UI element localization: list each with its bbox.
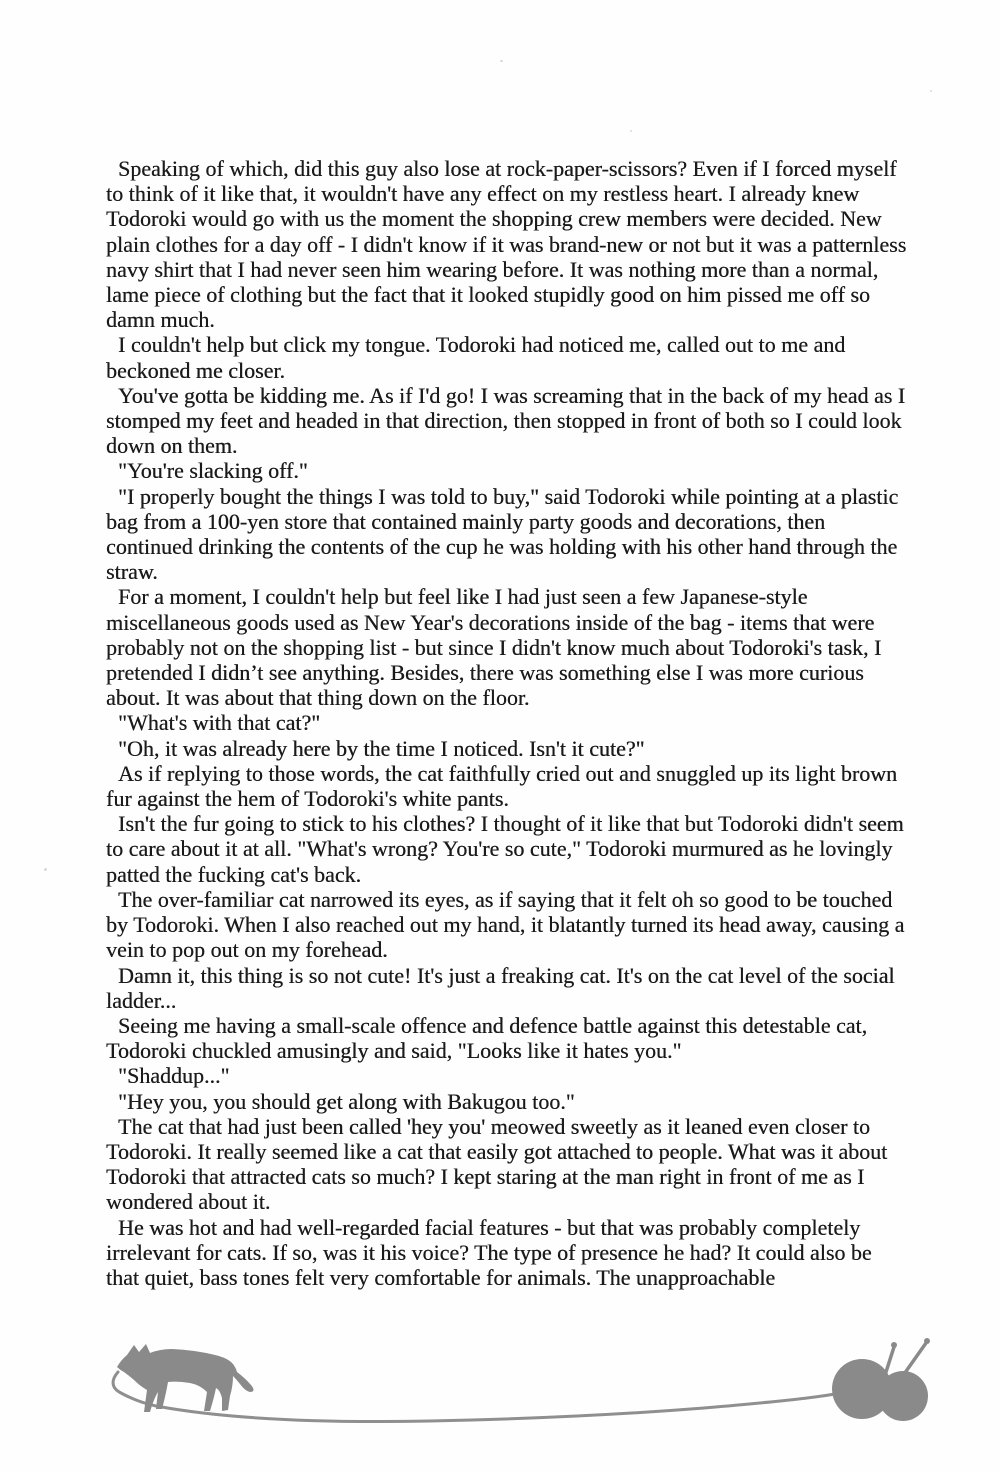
paragraph: You've gotta be kidding me. As if I'd go! I was screaming that in the back of my head as I stomped my feet and headed in that direction, then stopped in front of both so I could look down on them.	[106, 382, 906, 459]
paragraph: Isn't the fur going to stick to his clothes? I thought of it like that but Todoroki didn't seem to care about it at all. "What's wrong? You're so cute," Todoroki murmured as he lovingly patted the fucking cat's back.	[106, 811, 904, 887]
paragraph: The over-familiar cat narrowed its eyes, as if saying that it felt oh so good to be touched by Todoroki. When I also reached out my hand, it blatantly turned its head away, causing a vein to pop out on my forehead.	[106, 886, 905, 963]
paragraph: Speaking of which, did this guy also lose at rock-paper-scissors? Even if I forced myself to think of it like that, it wouldn't have any effect on my restless heart. I already knew Todoroki would go with us the moment the shopping crew members were decided. New plain clothes for a day off - I didn't know if it was brand-new or not but it was a patternless navy shirt that I had never seen him wearing before. It was nothing more than a normal, lame piece of clothing but the fact that it looked stupidly good on him pissed me off so damn much.	[106, 156, 907, 333]
cat-and-yarn-silhouette	[117, 1338, 930, 1421]
cat-yarn-divider	[0, 1330, 1000, 1471]
paragraph: "What's with that cat?"	[118, 710, 321, 736]
scan-speck	[930, 90, 932, 92]
paragraph: I couldn't help but click my tongue. Todoroki had noticed me, called out to me and beckoned me closer.	[106, 332, 846, 383]
paragraph: Seeing me having a small-scale offence and defence battle against this detestable cat, Todoroki chuckled amusingly and said, "Looks like it hates you."	[106, 1012, 868, 1064]
paragraph: The cat that had just been called 'hey you' meowed sweetly as it leaned even closer to Todoroki. It really seemed like a cat that easily got attached to people. What was it about Todoroki that attracted cats so much? I kept staring at the man right in front of me as I wondered about it.	[106, 1113, 888, 1215]
paragraph: "Shaddup..."	[118, 1063, 230, 1089]
paragraph: "Hey you, you should get along with Bakugou too."	[118, 1088, 575, 1114]
scan-speck	[44, 868, 47, 871]
paragraph: "Oh, it was already here by the time I noticed. Isn't it cute?"	[118, 735, 645, 761]
paragraph: Damn it, this thing is so not cute! It's just a freaking cat. It's on the cat level of the social ladder...	[106, 962, 895, 1013]
yarn-ball-small	[878, 1371, 928, 1421]
scan-speck	[500, 60, 503, 62]
paragraph: "You're slacking off."	[118, 458, 308, 484]
paragraph: "I properly bought the things I was told to buy," said Todoroki while pointing at a plastic bag from a 100-yen store that contained mainly party goods and decorations, then continued drinking the contents of the cup he was holding with his other hand through the straw.	[106, 483, 899, 585]
page-text-block	[106, 156, 908, 1290]
paragraph: As if replying to those words, the cat faithfully cried out and snuggled up its light brown fur against the hem of Todoroki's white pants.	[106, 760, 898, 812]
paragraph: For a moment, I couldn't help but feel like I had just seen a few Japanese-style miscellaneous goods used as New Year's decorations inside of the bag - items that were probably not on the shopping list - but since I didn't know much about Todoroki's task, I pretended I didn’t see anything. Besides, there was something else I was more curious about. It was about that thing down on the floor.	[106, 584, 882, 711]
scan-speck	[630, 130, 632, 132]
paragraph: He was hot and had well-regarded facial features - but that was probably completely irrelevant for cats. If so, was it his voice? The type of presence he had? It could also be that quiet, bass tones felt very comfortable for animals. The unapproachable	[106, 1214, 872, 1290]
knitting-needles	[886, 1343, 926, 1377]
